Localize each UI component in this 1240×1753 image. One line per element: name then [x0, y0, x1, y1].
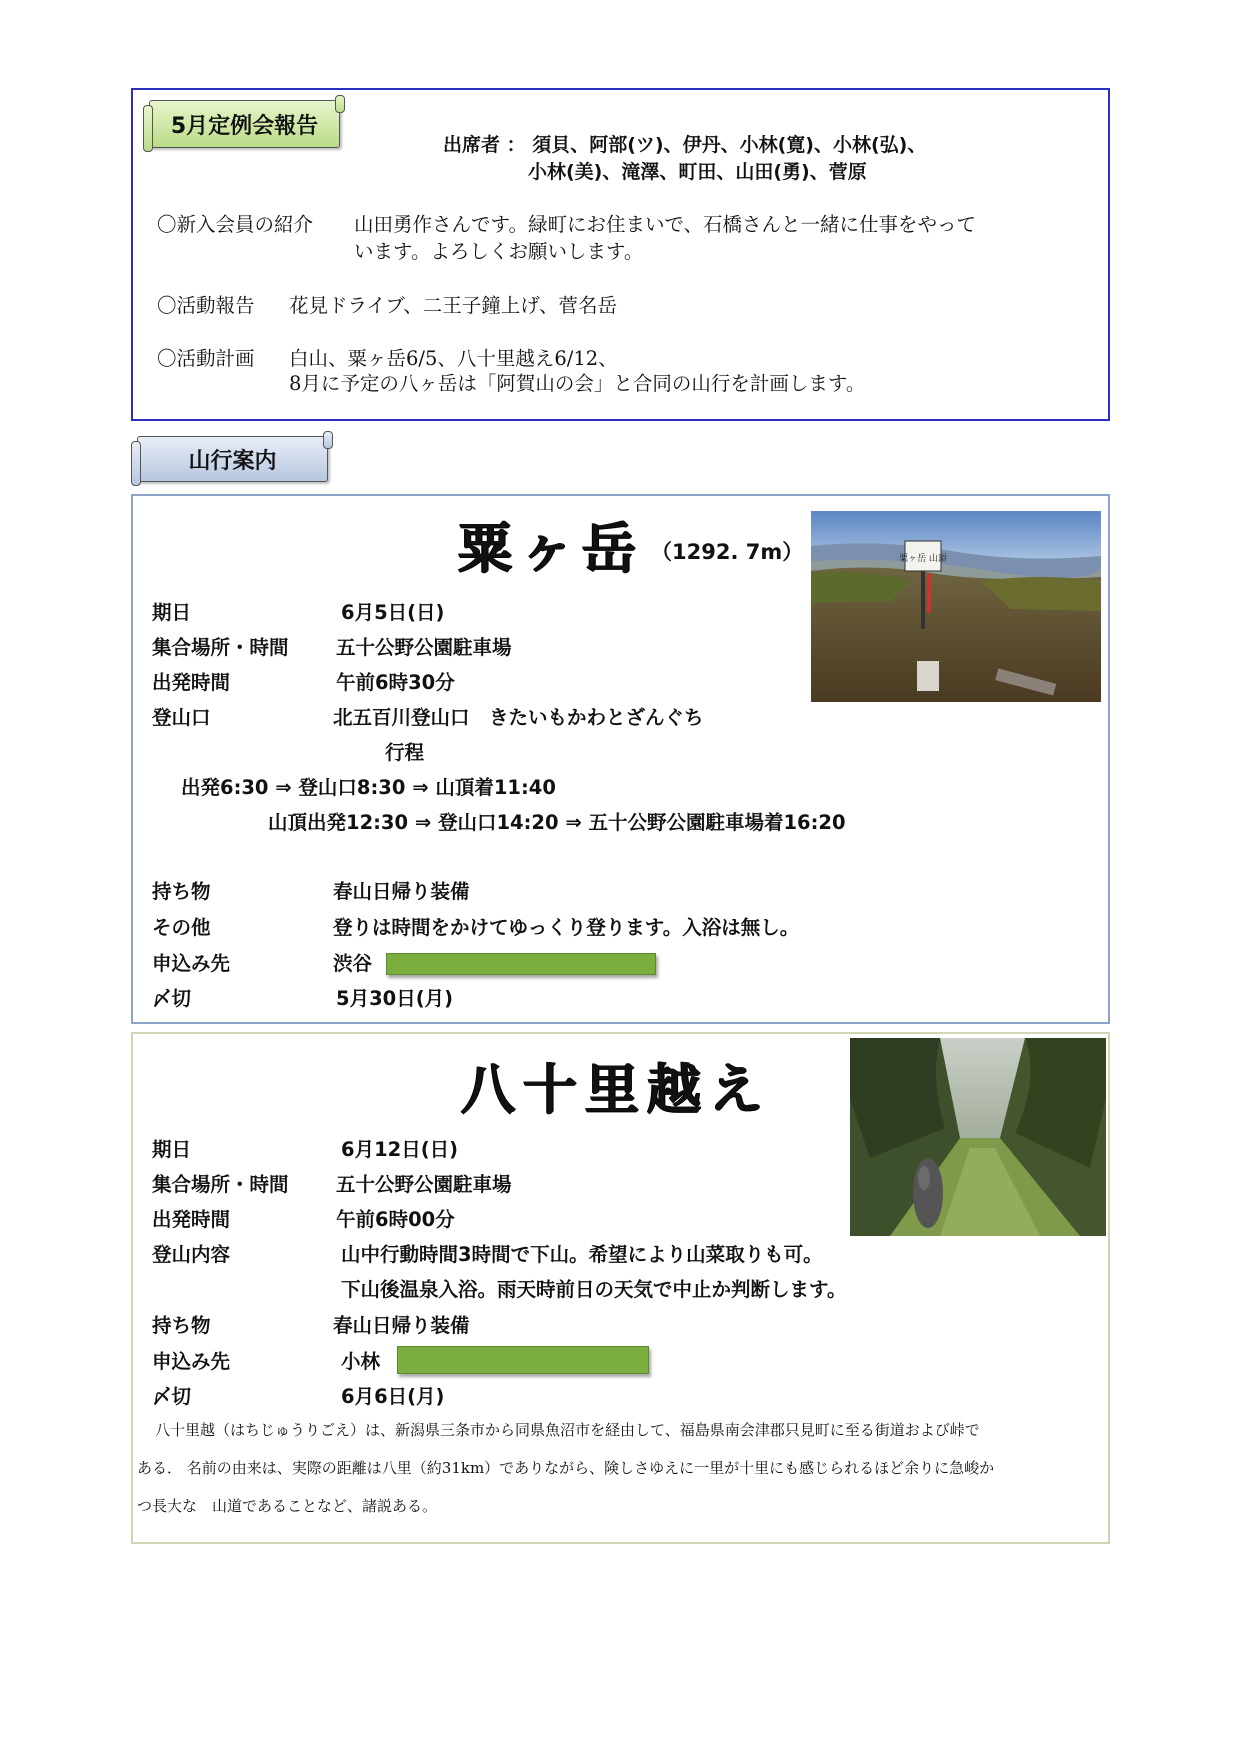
awa-itinerary-line-2: 山頂出発12:30 ⇒ 登山口14:20 ⇒ 五十公野公園駐車場着16:20: [268, 811, 846, 834]
new-member-text-1: 山田勇作さんです。緑町にお住まいで、石橋さんと一緒に仕事をやって: [354, 213, 977, 236]
yaso-meeting-label: 集合場所・時間: [152, 1173, 289, 1196]
awa-gear-value: 春山日帰り装備: [333, 880, 470, 903]
activity-plan-text-2: 8月に予定の八ヶ岳は「阿賀山の会」と合同の山行を計画します。: [289, 372, 866, 395]
yaso-note-line-1: 八十里越（はちじゅうりごえ）は、新潟県三条市から同県魚沼市を経由して、福島県南会津郡只見町に至る街道および峠で: [155, 1421, 980, 1439]
yaso-deadline-value: 6月6日(月): [341, 1385, 445, 1408]
yasori-goe-title: 八十里越え: [461, 1057, 771, 1121]
awa-date-value: 6月5日(日): [341, 601, 445, 624]
awa-contact-redaction-bar: [386, 953, 656, 975]
awa-itinerary-line-1: 出発6:30 ⇒ 登山口8:30 ⇒ 山頂着11:40: [181, 776, 556, 799]
awa-apply-label: 申込み先: [152, 952, 231, 975]
summit-sign: 粟ヶ岳 山頂: [899, 554, 947, 564]
awa-gear-label: 持ち物: [152, 880, 211, 903]
yaso-apply-value: 小林: [341, 1350, 381, 1373]
awa-departure-label: 出発時間: [152, 671, 231, 694]
awa-other-label: その他: [152, 916, 211, 939]
yaso-meeting-value: 五十公野公園駐車場: [336, 1173, 512, 1196]
yaso-gear-value: 春山日帰り装備: [333, 1314, 470, 1337]
yaso-date-label: 期日: [152, 1138, 192, 1161]
awa-deadline-value: 5月30日(月): [336, 987, 454, 1010]
activity-report-text: 花見ドライブ、二王子鐘上げ、菅名岳: [289, 294, 617, 317]
yaso-note-line-3: つ長大な 山道であることなど、諸説ある。: [137, 1497, 438, 1515]
awa-other-value: 登りは時間をかけてゆっくり登ります。入浴は無し。: [333, 916, 800, 939]
forest-trail-photo: [850, 1038, 1106, 1236]
awa-meeting-label: 集合場所・時間: [152, 636, 289, 659]
awagatake-elevation: （1292. 7m）: [651, 540, 804, 564]
yaso-gear-label: 持ち物: [152, 1314, 211, 1337]
new-member-text-2: います。よろしくお願いします。: [354, 240, 644, 263]
activity-report-label: 〇活動報告: [157, 294, 255, 317]
awa-apply-value: 渋谷: [333, 952, 373, 975]
yaso-content-line-2: 下山後温泉入浴。雨天時前日の天気で中止か判断します。: [341, 1278, 847, 1301]
yaso-departure-value: 午前6時00分: [336, 1208, 455, 1231]
activity-plan-text-1: 白山、粟ヶ岳6/5、八十里越え6/12、: [289, 347, 618, 370]
yaso-contact-redaction-bar: [397, 1346, 649, 1374]
meeting-report-label: 5月定例会報告: [149, 100, 340, 148]
yaso-departure-label: 出発時間: [152, 1208, 231, 1231]
awa-trailhead-label: 登山口: [152, 706, 211, 729]
yaso-date-value: 6月12日(日): [341, 1138, 459, 1161]
yaso-deadline-label: 〆切: [152, 1385, 192, 1408]
attendees-line-2: 小林(美)、滝澤、町田、山田(勇)、菅原: [528, 161, 867, 183]
awa-trailhead-value: 北五百川登山口 きたいもかわとざんぐち: [333, 706, 704, 729]
awa-date-label: 期日: [152, 601, 192, 624]
summit-photo: [811, 511, 1101, 702]
awa-meeting-value: 五十公野公園駐車場: [336, 636, 512, 659]
yaso-content-value: 山中行動時間3時間で下山。希望により山菜取りも可。: [341, 1243, 823, 1266]
hiking-guide-label: 山行案内: [137, 436, 328, 482]
attendees-line-1: 出席者 ： 須貝、阿部(ツ)、伊丹、小林(寛)、小林(弘)、: [443, 134, 927, 156]
yaso-note-line-2: ある． 名前の由来は、実際の距離は八里（約31km）でありながら、険しさゆえに一里が十里にも感じられるほど余りに急峻か: [137, 1459, 995, 1477]
awa-departure-value: 午前6時30分: [336, 671, 455, 694]
yaso-apply-label: 申込み先: [152, 1350, 231, 1373]
yaso-content-label: 登山内容: [152, 1243, 231, 1266]
awagatake-title: 粟ヶ岳: [458, 516, 644, 580]
new-member-label: 〇新入会員の紹介: [157, 213, 314, 236]
activity-plan-label: 〇活動計画: [157, 347, 255, 370]
awa-itinerary-label: 行程: [385, 741, 425, 764]
awa-deadline-label: 〆切: [152, 987, 192, 1010]
